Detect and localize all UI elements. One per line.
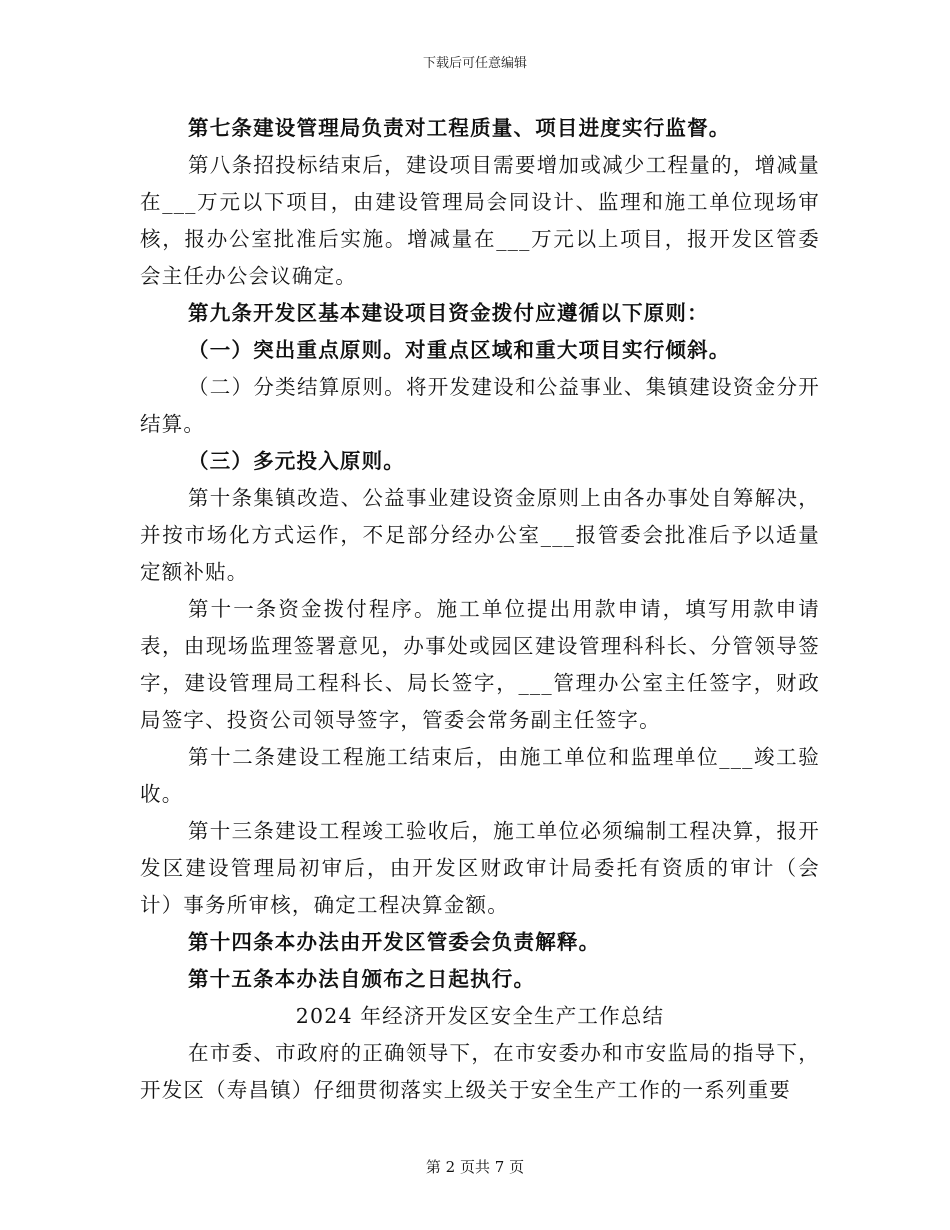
article-7: 第七条建设管理局负责对工程质量、项目进度实行监督。 — [188, 116, 731, 140]
article-8: 第八条招投标结束后，建设项目需要增加或减少工程量的，增减量在___万元以下项目，由建设管理局会同设计、监理和施工单位现场审核，报办公室批准后实施。增减量在___万元以上项目，报开发区管委会主任办公会议确定。 — [140, 153, 820, 288]
article-9: 第九条开发区基本建设项目资金拨付应遵循以下原则： — [188, 301, 709, 325]
article-14: 第十四条本办法由开发区管委会负责解释。 — [188, 930, 601, 954]
article-11: 第十一条资金拨付程序。施工单位提出用款申请，填写用款申请表，由现场监理签署意见，办事处或园区建设管理科科长、分管领导签字，建设管理局工程科长、局长签字，___管理办公室主任签字，财政局签字、投资公司领导签字，管委会常务副主任签字。 — [140, 597, 820, 732]
article-12: 第十二条建设工程施工结束后，由施工单位和监理单位___竣工验收。 — [140, 745, 820, 806]
principle-2: （二）分类结算原则。将开发建设和公益事业、集镇建设资金分开结算。 — [140, 375, 820, 436]
principle-3: （三）多元投入原则。 — [188, 449, 405, 473]
article-10: 第十条集镇改造、公益事业建设资金原则上由各办事处自筹解决，并按市场化方式运作，不足部分经办公室___报管委会批准后予以适量定额补贴。 — [140, 486, 820, 584]
page-header: 下载后可任意编辑 — [422, 56, 527, 71]
document-body — [140, 110, 820, 1109]
section-title: 2024 年经济开发区安全生产工作总结 — [295, 1004, 665, 1028]
article-13: 第十三条建设工程竣工验收后，施工单位必须编制工程决算，报开发区建设管理局初审后，由开发区财政审计局委托有资质的审计（会计）事务所审核，确定工程决算金额。 — [140, 819, 820, 917]
principle-1: （一）突出重点原则。对重点区域和重大项目实行倾斜。 — [188, 338, 731, 362]
closing-paragraph: 在市委、市政府的正确领导下，在市安委办和市安监局的指导下，开发区（寿昌镇）仔细贯彻落实上级关于安全生产工作的一系列重要 — [140, 1041, 820, 1102]
article-15: 第十五条本办法自颁布之日起执行。 — [188, 967, 536, 991]
page-footer: 第 2 页共 7 页 — [425, 1158, 525, 1176]
